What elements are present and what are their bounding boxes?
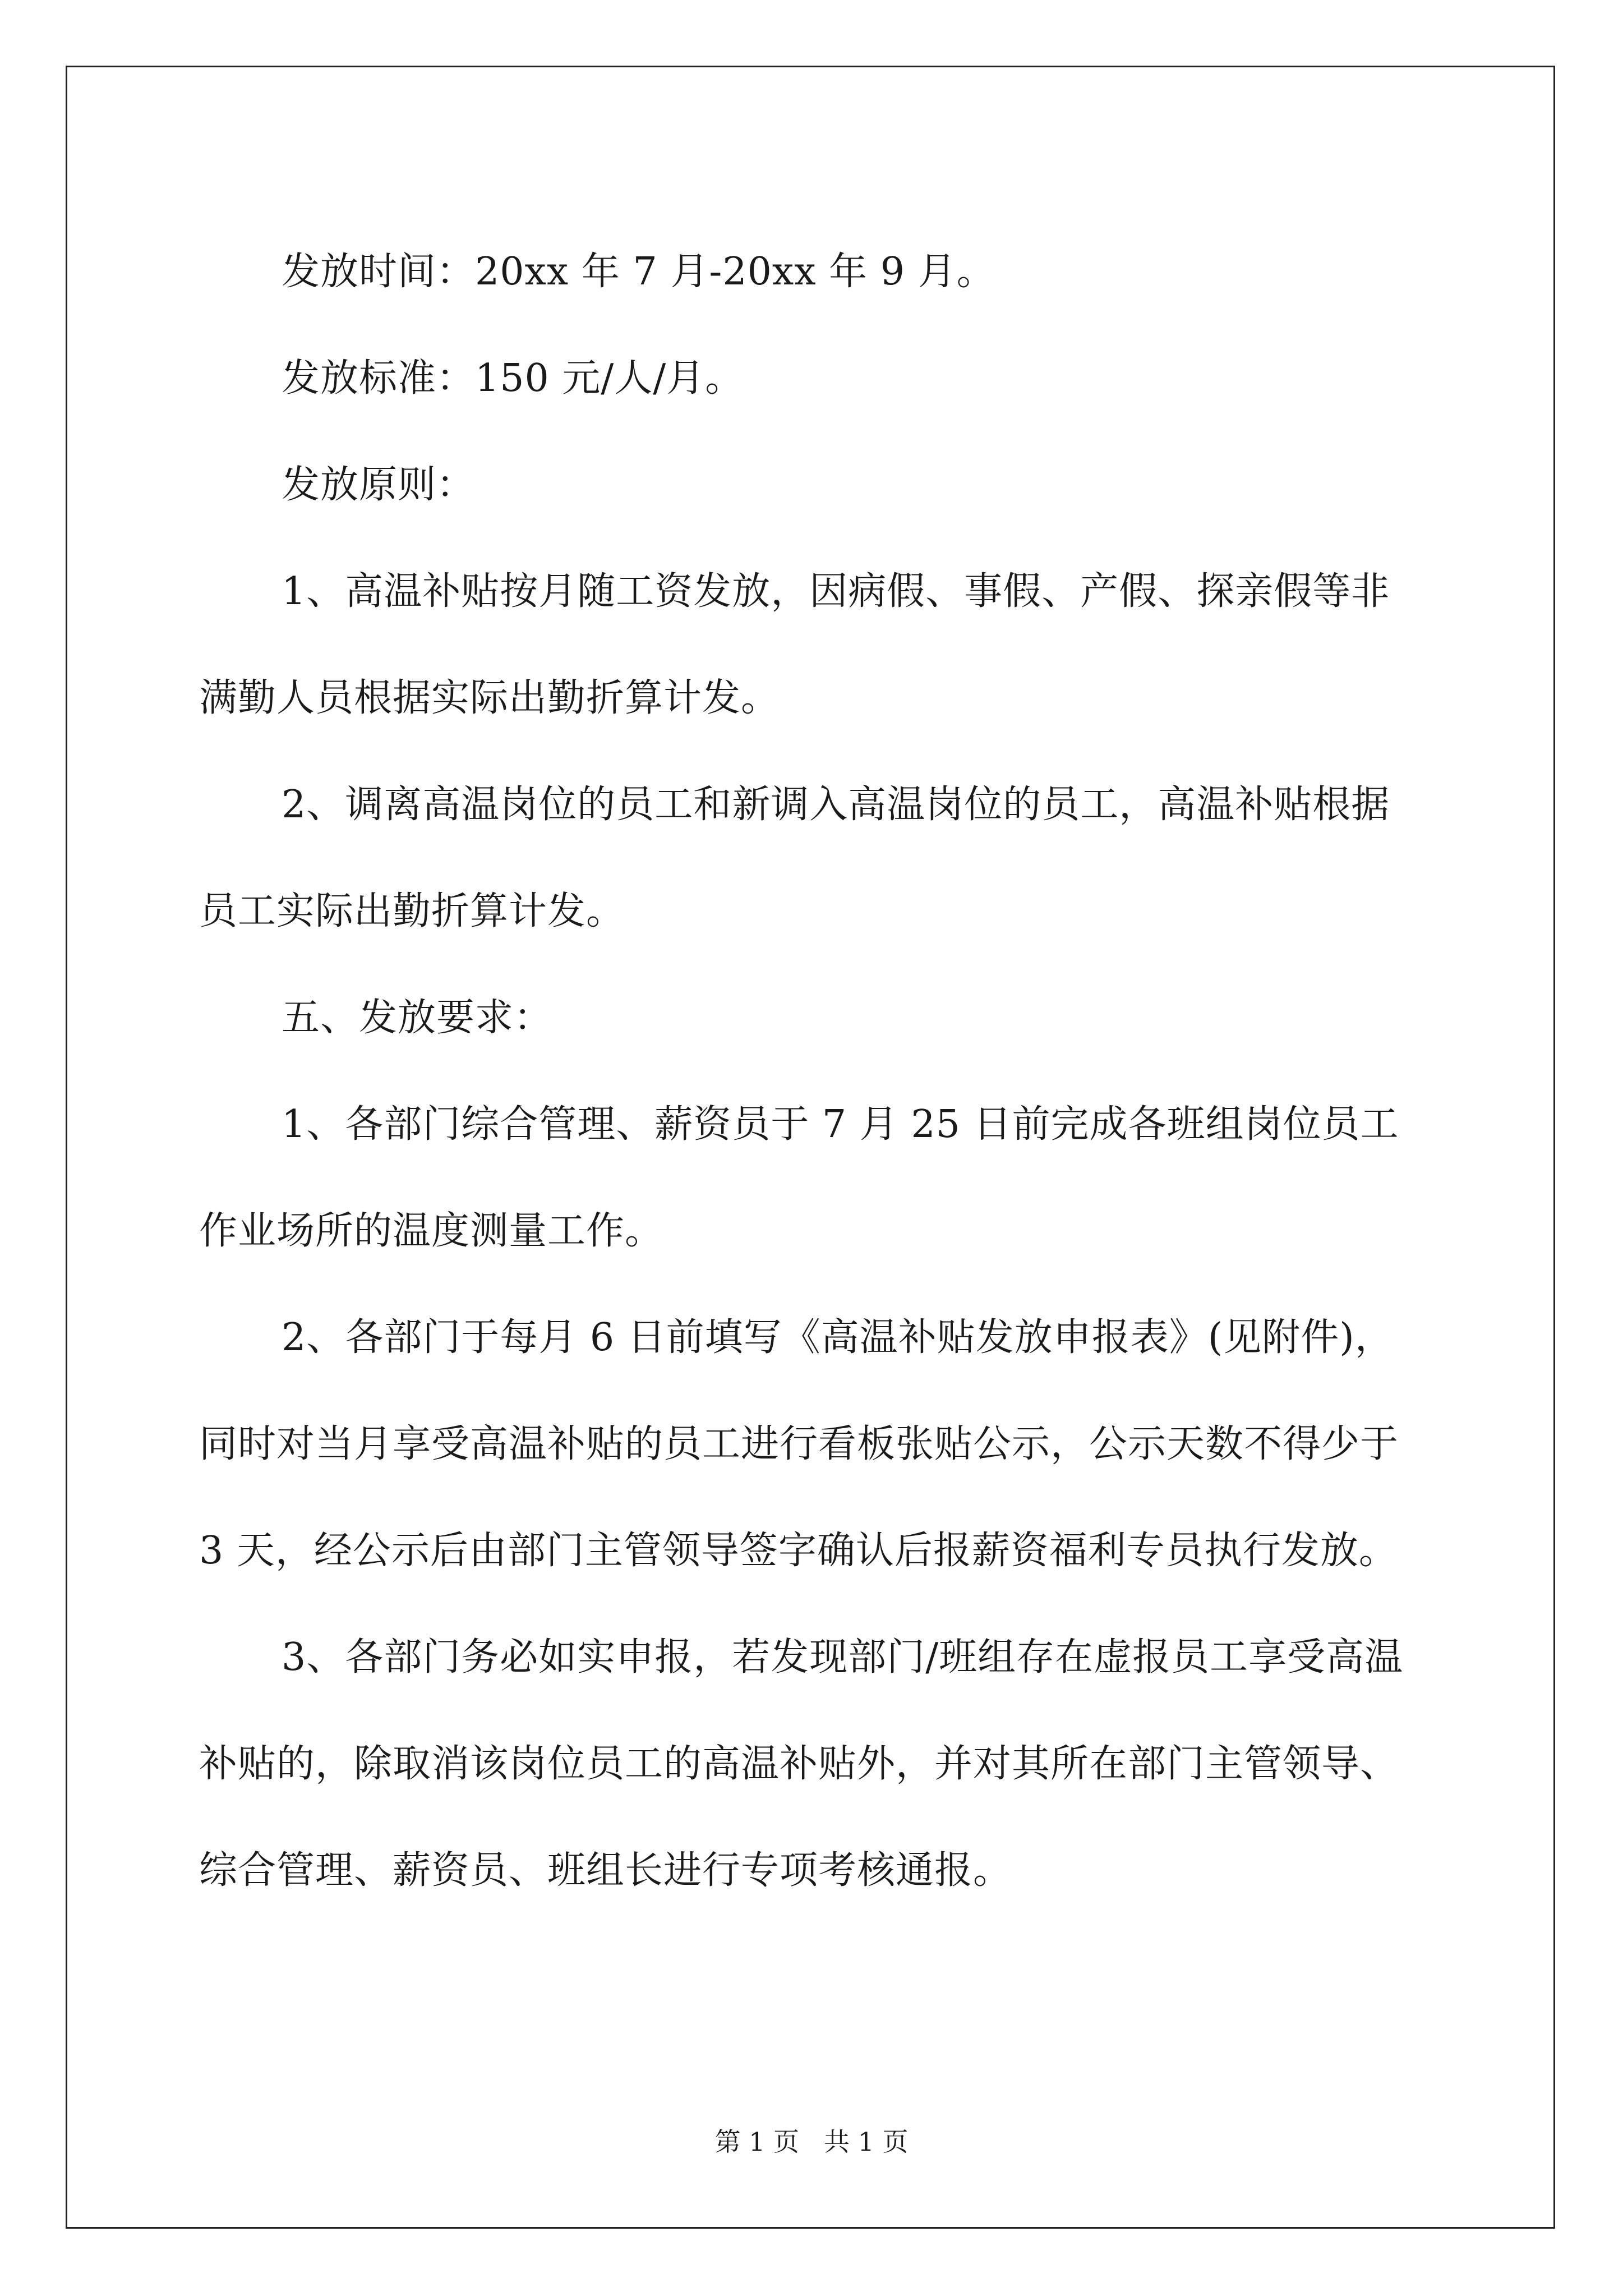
paragraph-principle-1: 1、高温补贴按月随工资发放，因病假、事假、产假、探亲假等非满勤人员根据实际出勤折算计发。 <box>199 569 1390 720</box>
page-number-total: 共 1 页 <box>824 2127 909 2157</box>
section-heading-requirements: 五、发放要求： <box>282 996 553 1040</box>
document-body <box>199 219 1424 1924</box>
paragraph-requirement-3: 3、各部门务必如实申报，若发现部门/班组存在虚报员工享受高温补贴的，除取消该岗位员工的高温补贴外，并对其所在部门主管领导、综合管理、薪资员、班组长进行专项考核通报。 <box>199 1635 1404 1893</box>
paragraph-principle-2: 2、调离高温岗位的员工和新调入高温岗位的员工，高温补贴根据员工实际出勤折算计发。 <box>199 783 1390 933</box>
paragraph-requirement-1: 1、各部门综合管理、薪资员于 7 月 25 日前完成各班组岗位员工作业场所的温度测量工作。 <box>199 1102 1399 1253</box>
paragraph-issue-standard: 发放标准：150 元/人/月。 <box>282 356 744 401</box>
page-footer <box>0 2125 1623 2159</box>
paragraph-issue-period: 发放时间：20xx 年 7 月-20xx 年 9 月。 <box>282 250 995 294</box>
paragraph-issue-principles-heading: 发放原则： <box>282 463 476 507</box>
page-number-current: 第 1 页 <box>714 2127 799 2157</box>
paragraph-requirement-2: 2、各部门于每月 6 日前填写《高温补贴发放申报表》(见附件)，同时对当月享受高温补贴的员工进行看板张贴公示，公示天数不得少于 3 天，经公示后由部门主管领导签字确认后报薪资福利专员执行发放。 <box>199 1315 1399 1573</box>
